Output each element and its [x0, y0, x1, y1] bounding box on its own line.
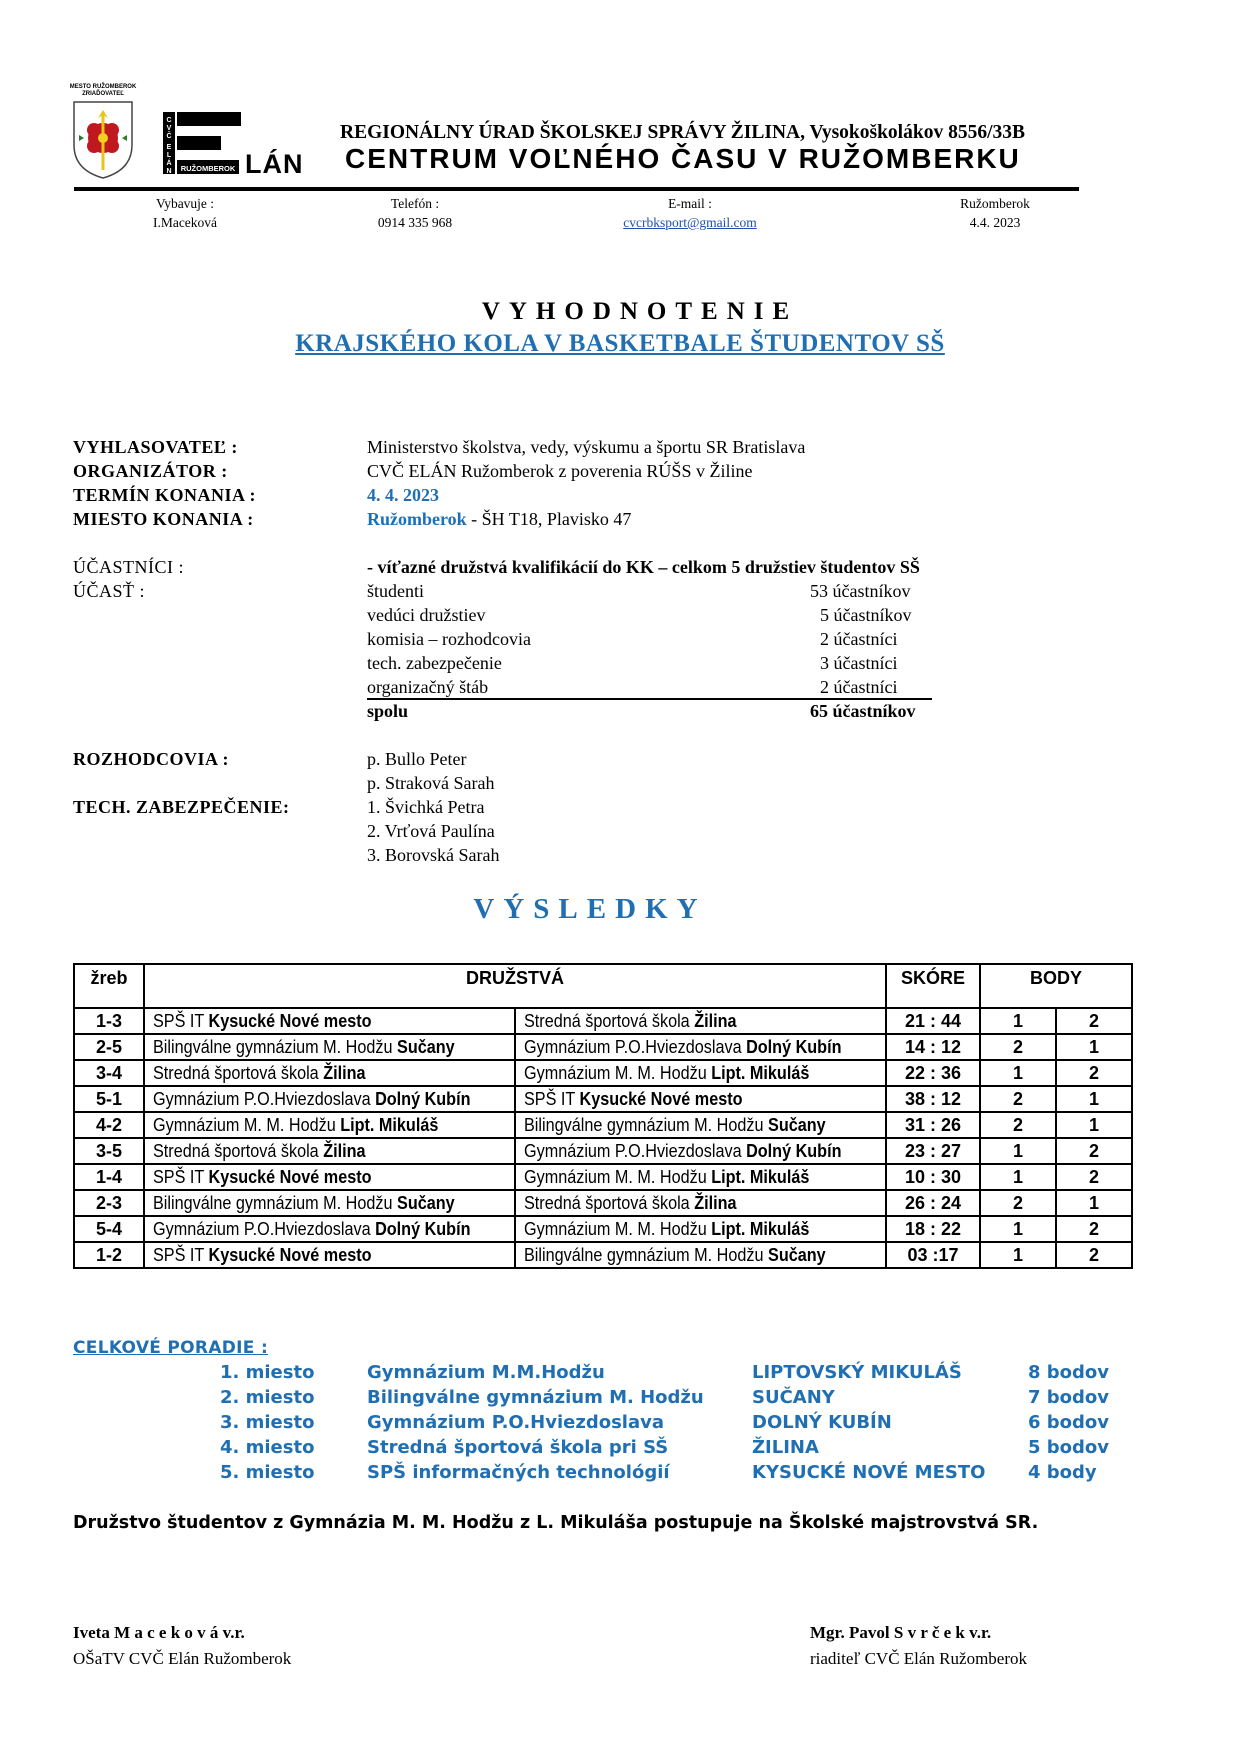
away-school: SPŠ IT [524, 1088, 580, 1109]
score-cell: 14 : 12 [886, 1034, 980, 1060]
referees-label: ROZHODCOVIA : [73, 749, 230, 769]
venue-label: MIESTO KONANIA : [73, 509, 254, 529]
results-header-row [74, 964, 1132, 1008]
ranking-school: Gymnázium M.M.Hodžu [367, 1362, 605, 1383]
organizer-label: ORGANIZÁTOR : [73, 461, 228, 481]
event-date-value: 4. 4. 2023 [367, 485, 439, 505]
attendance-row-name: vedúci družstiev [367, 605, 486, 625]
city-crest-logo [68, 84, 138, 184]
crest-shield-icon [72, 100, 134, 180]
away-city: Sučany [768, 1114, 826, 1135]
ranking-city: ŽILINA [752, 1437, 819, 1458]
email-link[interactable]: cvcrbksport@gmail.com [623, 215, 757, 230]
draw-cell: 3-4 [74, 1060, 144, 1086]
header-draw: žreb [74, 964, 144, 1008]
away-points-cell: 2 [1056, 1060, 1132, 1086]
authority-heading: REGIONÁLNY ÚRAD ŠKOLSKEJ SPRÁVY ŽILINA, Vysokoškolákov 8556/33B [340, 122, 1025, 143]
away-school: Bilingválne gymnázium M. Hodžu [524, 1244, 769, 1265]
signatory-role: riaditeľ CVČ Elán Ružomberok [810, 1649, 1027, 1668]
crest-caption [63, 84, 143, 98]
home-team-cell [144, 1216, 515, 1242]
date-value: 4.4. 2023 [969, 215, 1021, 230]
home-city: Sučany [397, 1192, 455, 1213]
organizer-value: CVČ ELÁN Ružomberok z poverenia RÚŠS v Žiline [367, 461, 753, 481]
elan-logo-word: LÁN [245, 149, 304, 179]
away-points-cell: 2 [1056, 1164, 1132, 1190]
away-city: Sučany [768, 1244, 826, 1265]
attendance-row-count: 5 účastníkov [820, 605, 912, 625]
home-team-cell [144, 1060, 515, 1086]
crest-caption-line: ZRIAĎOVATEĽ [82, 91, 124, 97]
away-team-cell [515, 1164, 886, 1190]
away-points-cell: 1 [1056, 1190, 1132, 1216]
home-school: SPŠ IT [153, 1166, 209, 1187]
place-date [920, 194, 1070, 232]
results-title: VÝSLEDKY [473, 893, 707, 925]
score-cell: 31 : 26 [886, 1112, 980, 1138]
draw-cell: 1-2 [74, 1242, 144, 1268]
home-team-cell [144, 1190, 515, 1216]
ranking-points: 7 bodov [1028, 1387, 1110, 1408]
cvc-elan-logo [163, 112, 311, 179]
home-city: Dolný Kubín [375, 1218, 471, 1239]
home-school: SPŠ IT [153, 1244, 209, 1265]
ranking-place: 5. miesto [220, 1462, 315, 1483]
document-subtitle: KRAJSKÉHO KOLA V BASKETBALE ŠTUDENTOV SŠ [295, 330, 945, 357]
center-heading: CENTRUM VOĽNÉHO ČASU V RUŽOMBERKU [345, 143, 1021, 174]
signatory-name: Iveta M a c e k o v á v.r. [73, 1623, 245, 1642]
advancement-note: Družstvo študentov z Gymnázia M. M. Hodžu z L. Mikuláša postupuje na Školské majstrovstvá SR. [73, 1513, 1039, 1533]
draw-cell: 1-3 [74, 1008, 144, 1034]
home-points-cell: 1 [980, 1008, 1056, 1034]
attendance-row-count: 53 účastníkov [810, 581, 911, 601]
home-city: Dolný Kubín [375, 1088, 471, 1109]
table-row [74, 1034, 1132, 1060]
table-row [74, 1112, 1132, 1138]
away-city: Dolný Kubín [746, 1036, 842, 1057]
ranking-city: KYSUCKÉ NOVÉ MESTO [752, 1462, 986, 1483]
score-cell: 23 : 27 [886, 1138, 980, 1164]
away-school: Stredná športová škola [524, 1010, 695, 1031]
home-school: SPŠ IT [153, 1010, 209, 1031]
home-city: Žilina [323, 1140, 366, 1161]
score-cell: 10 : 30 [886, 1164, 980, 1190]
announcer-label: VYHLASOVATEĽ : [73, 437, 238, 457]
attendance-row-name: komisia – rozhodcovia [367, 629, 531, 649]
table-row [74, 1216, 1132, 1242]
tech-support-name: 2. Vrťová Paulína [367, 821, 495, 841]
home-school: Gymnázium M. M. Hodžu [153, 1114, 341, 1135]
home-points-cell: 1 [980, 1216, 1056, 1242]
score-cell: 21 : 44 [886, 1008, 980, 1034]
participants-value: - víťazné družstvá kvalifikácií do KK – celkom 5 družstiev študentov SŠ [367, 557, 920, 577]
attendance-row-count: 2 účastníci [820, 677, 898, 697]
ranking-school: Bilingválne gymnázium M. Hodžu [367, 1387, 704, 1408]
signatory-role: OŠaTV CVČ Elán Ružomberok [73, 1649, 292, 1668]
svg-text:RUŽOMBEROK: RUŽOMBEROK [180, 164, 236, 173]
svg-text:V: V [166, 125, 172, 132]
score-cell: 38 : 12 [886, 1086, 980, 1112]
away-points-cell: 1 [1056, 1034, 1132, 1060]
away-city: Lipt. Mikuláš [711, 1218, 810, 1239]
venue-city: Ružomberok [367, 509, 467, 529]
away-team-cell [515, 1190, 886, 1216]
home-school: Stredná športová škola [153, 1140, 324, 1161]
away-team-cell [515, 1138, 886, 1164]
home-city: Sučany [397, 1036, 455, 1057]
draw-cell: 2-5 [74, 1034, 144, 1060]
away-team-cell [515, 1112, 886, 1138]
ranking-city: DOLNÝ KUBÍN [752, 1412, 892, 1433]
table-row [74, 1060, 1132, 1086]
signatory-name: Mgr. Pavol S v r č e k v.r. [810, 1623, 992, 1642]
svg-text:E: E [166, 144, 172, 151]
away-points-cell: 2 [1056, 1242, 1132, 1268]
away-team-cell [515, 1086, 886, 1112]
results-table [73, 963, 1133, 1269]
home-city: Lipt. Mikuláš [340, 1114, 439, 1135]
home-school: Stredná športová škola [153, 1062, 324, 1083]
home-team-cell [144, 1034, 515, 1060]
crest-caption-line: MESTO RUŽOMBEROK [69, 84, 137, 90]
away-school: Bilingválne gymnázium M. Hodžu [524, 1114, 769, 1135]
away-points-cell: 2 [1056, 1138, 1132, 1164]
away-team-cell [515, 1008, 886, 1034]
away-city: Kysucké Nové mesto [579, 1088, 743, 1109]
home-points-cell: 1 [980, 1138, 1056, 1164]
contact-email [590, 194, 790, 232]
attendance-row-name: tech. zabezpečenie [367, 653, 502, 673]
home-points-cell: 2 [980, 1112, 1056, 1138]
document-title: VYHODNOTENIE [481, 298, 799, 325]
home-school: Gymnázium P.O.Hviezdoslava [153, 1088, 376, 1109]
table-row [74, 1008, 1132, 1034]
participants-label: ÚČASTNÍCI : [73, 557, 185, 577]
away-city: Lipt. Mikuláš [711, 1062, 810, 1083]
table-row [74, 1138, 1132, 1164]
venue-value [367, 509, 631, 530]
away-team-cell [515, 1216, 886, 1242]
signature-left [73, 1620, 291, 1672]
home-city: Kysucké Nové mesto [208, 1244, 372, 1265]
ranking-points: 5 bodov [1028, 1437, 1110, 1458]
away-team-cell [515, 1034, 886, 1060]
referee-name: p. Straková Sarah [367, 773, 495, 793]
ranking-points: 8 bodov [1028, 1362, 1110, 1383]
ranking-place: 2. miesto [220, 1387, 315, 1408]
attendance-row-count: 2 účastníci [820, 629, 898, 649]
home-points-cell: 1 [980, 1242, 1056, 1268]
away-team-cell [515, 1242, 886, 1268]
table-row [74, 1190, 1132, 1216]
announcer-value: Ministerstvo školstva, vedy, výskumu a športu SR Bratislava [367, 437, 806, 457]
score-cell: 18 : 22 [886, 1216, 980, 1242]
venue-address: - ŠH T18, Plavisko 47 [466, 509, 632, 529]
away-points-cell: 2 [1056, 1216, 1132, 1242]
away-school: Gymnázium M. M. Hodžu [524, 1218, 712, 1239]
score-cell: 03 :17 [886, 1242, 980, 1268]
ranking-city: SUČANY [752, 1387, 835, 1408]
contact-value: I.Maceková [152, 215, 218, 230]
home-team-cell [144, 1008, 515, 1034]
home-team-cell [144, 1164, 515, 1190]
away-points-cell: 1 [1056, 1086, 1132, 1112]
phone-label: Telefón : [390, 196, 440, 211]
referee-name: p. Bullo Peter [367, 749, 467, 769]
attendance-total-name: spolu [367, 701, 409, 721]
draw-cell: 5-4 [74, 1216, 144, 1242]
header-points: BODY [980, 964, 1132, 1008]
place-label: Ružomberok [960, 196, 1030, 211]
ranking-place: 1. miesto [220, 1362, 315, 1383]
ranking-school: SPŠ informačných technológií [367, 1462, 670, 1483]
home-points-cell: 1 [980, 1164, 1056, 1190]
attendance-row-name: študenti [367, 581, 424, 601]
home-team-cell [144, 1138, 515, 1164]
date-label: TERMÍN KONANIA : [73, 485, 257, 505]
table-row [74, 1242, 1132, 1268]
score-cell: 22 : 36 [886, 1060, 980, 1086]
attendance-row-count: 3 účastníci [820, 653, 898, 673]
email-label: E-mail : [668, 196, 712, 211]
total-divider [367, 698, 932, 700]
ranking-city: LIPTOVSKÝ MIKULÁŠ [752, 1362, 962, 1383]
svg-text:L: L [166, 152, 172, 159]
ranking-place: 4. miesto [220, 1437, 315, 1458]
home-team-cell [144, 1242, 515, 1268]
attendance-label: ÚČASŤ : [73, 581, 146, 601]
away-city: Dolný Kubín [746, 1140, 842, 1161]
draw-cell: 3-5 [74, 1138, 144, 1164]
ranking-place: 3. miesto [220, 1412, 315, 1433]
tech-support-label: TECH. ZABEZPEČENIE: [73, 797, 290, 817]
tech-support-name: 3. Borovská Sarah [367, 845, 500, 865]
contact-person [110, 194, 260, 232]
home-school: Gymnázium P.O.Hviezdoslava [153, 1218, 376, 1239]
home-points-cell: 2 [980, 1086, 1056, 1112]
home-team-cell [144, 1112, 515, 1138]
contact-phone [340, 194, 490, 232]
ranking-points: 4 body [1028, 1462, 1097, 1483]
phone-value: 0914 335 968 [377, 215, 453, 230]
attendance-total-count: 65 účastníkov [810, 701, 916, 721]
home-city: Kysucké Nové mesto [208, 1166, 372, 1187]
table-row [74, 1086, 1132, 1112]
away-points-cell: 2 [1056, 1008, 1132, 1034]
attendance-row-name: organizačný štáb [367, 677, 489, 697]
svg-text:Á: Á [166, 160, 172, 167]
home-team-cell [144, 1086, 515, 1112]
home-city: Kysucké Nové mesto [208, 1010, 372, 1031]
svg-text:N: N [166, 168, 172, 174]
home-city: Žilina [323, 1062, 366, 1083]
contact-label: Vybavuje : [155, 196, 215, 211]
header-score: SKÓRE [886, 964, 980, 1008]
home-points-cell: 2 [980, 1034, 1056, 1060]
away-city: Lipt. Mikuláš [711, 1166, 810, 1187]
draw-cell: 2-3 [74, 1190, 144, 1216]
draw-cell: 5-1 [74, 1086, 144, 1112]
away-city: Žilina [694, 1010, 737, 1031]
away-school: Gymnázium M. M. Hodžu [524, 1062, 712, 1083]
away-school: Gymnázium P.O.Hviezdoslava [524, 1140, 747, 1161]
draw-cell: 4-2 [74, 1112, 144, 1138]
away-school: Gymnázium M. M. Hodžu [524, 1166, 712, 1187]
tech-support-name: 1. Švichká Petra [367, 797, 485, 817]
home-points-cell: 2 [980, 1190, 1056, 1216]
signature-right [810, 1620, 1027, 1672]
home-school: Bilingválne gymnázium M. Hodžu [153, 1036, 398, 1057]
ranking-school: Gymnázium P.O.Hviezdoslava [367, 1412, 664, 1433]
away-school: Gymnázium P.O.Hviezdoslava [524, 1036, 747, 1057]
score-cell: 26 : 24 [886, 1190, 980, 1216]
home-points-cell: 1 [980, 1060, 1056, 1086]
header-teams: DRUŽSTVÁ [144, 964, 886, 1008]
overall-ranking-title: CELKOVÉ PORADIE : [73, 1338, 269, 1358]
ranking-school: Stredná športová škola pri SŠ [367, 1437, 669, 1458]
svg-text:Č: Č [166, 133, 172, 140]
away-points-cell: 1 [1056, 1112, 1132, 1138]
draw-cell: 1-4 [74, 1164, 144, 1190]
table-row [74, 1164, 1132, 1190]
svg-text:C: C [166, 117, 172, 124]
header-divider [74, 187, 1079, 191]
away-school: Stredná športová škola [524, 1192, 695, 1213]
ranking-points: 6 bodov [1028, 1412, 1110, 1433]
away-city: Žilina [694, 1192, 737, 1213]
home-school: Bilingválne gymnázium M. Hodžu [153, 1192, 398, 1213]
away-team-cell [515, 1060, 886, 1086]
